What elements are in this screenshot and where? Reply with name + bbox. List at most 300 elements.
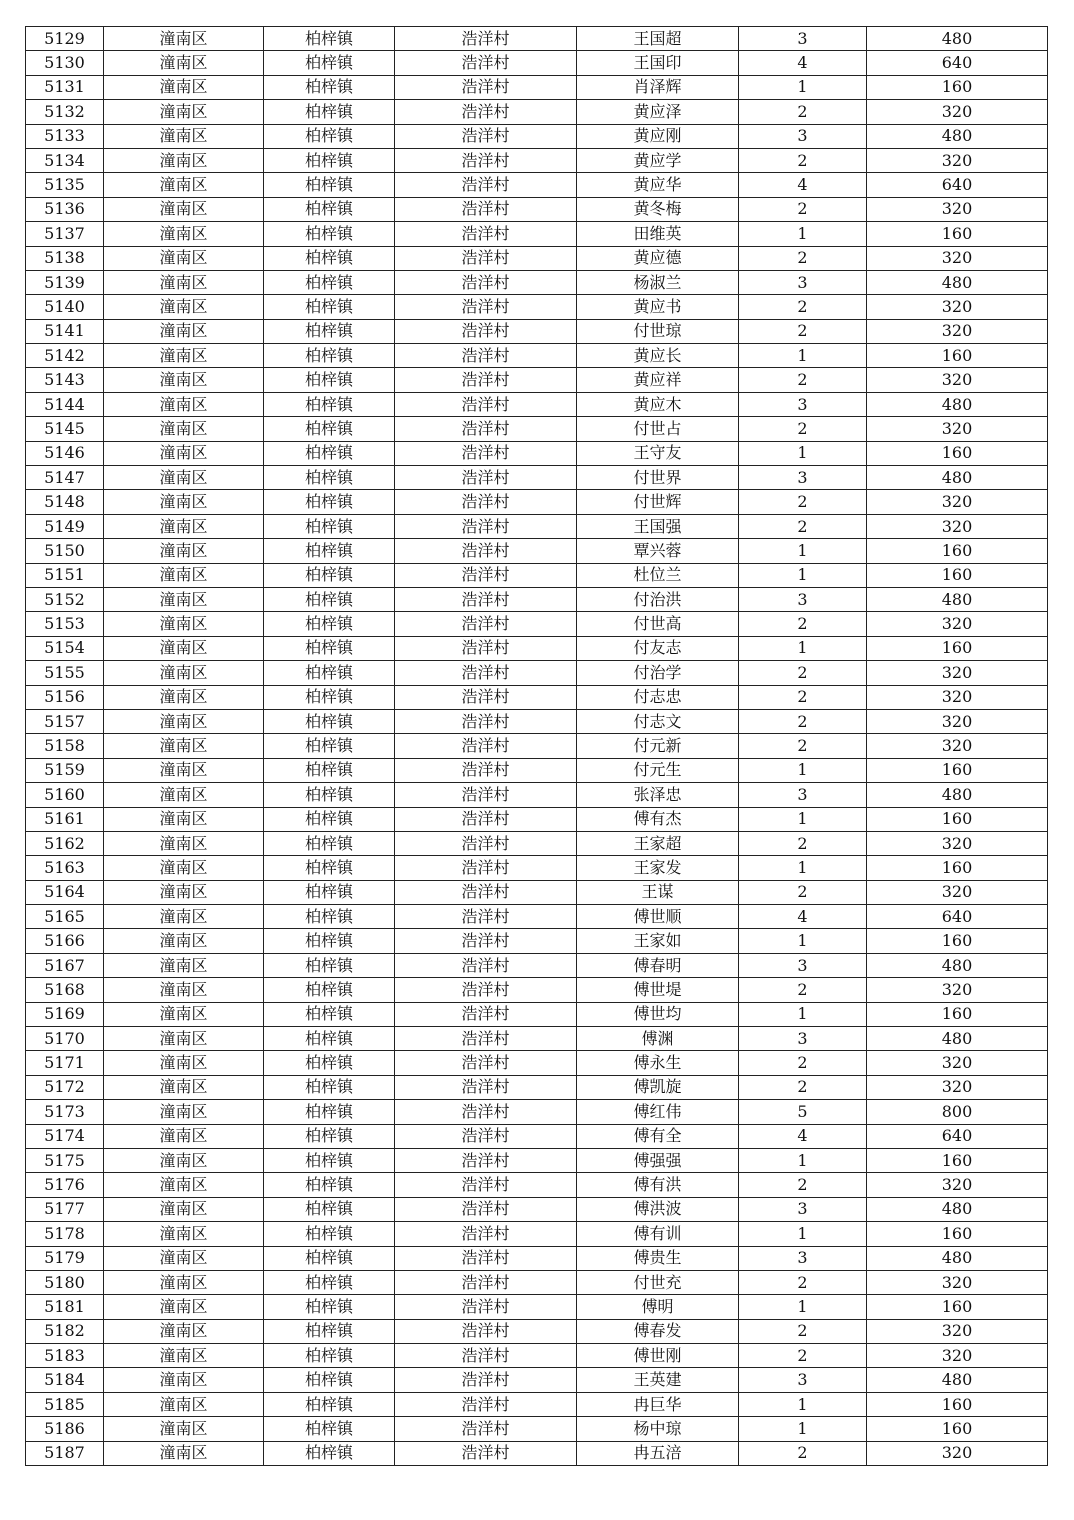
district-cell: 潼南区: [104, 880, 264, 904]
district-cell: 潼南区: [104, 197, 264, 221]
name-cell: 黄应祥: [577, 368, 739, 392]
table-row: [26, 685, 1048, 709]
table-row: [26, 1100, 1048, 1124]
town-cell: 柏梓镇: [264, 392, 395, 416]
row-number-cell: 5153: [26, 612, 104, 636]
household-size-cell: 2: [739, 685, 867, 709]
district-cell: 潼南区: [104, 929, 264, 953]
name-cell: 傅春明: [577, 953, 739, 977]
village-cell: 浩洋村: [395, 1270, 577, 1294]
name-cell: 杨淑兰: [577, 270, 739, 294]
name-cell: 傅世顺: [577, 905, 739, 929]
name-cell: 傅世刚: [577, 1344, 739, 1368]
village-cell: 浩洋村: [395, 1344, 577, 1368]
district-cell: 潼南区: [104, 1197, 264, 1221]
row-number-cell: 5148: [26, 490, 104, 514]
table-row: [26, 173, 1048, 197]
amount-cell: 320: [867, 685, 1048, 709]
table-row: [26, 1148, 1048, 1172]
town-cell: 柏梓镇: [264, 636, 395, 660]
household-size-cell: 1: [739, 1222, 867, 1246]
village-cell: 浩洋村: [395, 27, 577, 51]
table-row: [26, 587, 1048, 611]
district-cell: 潼南区: [104, 417, 264, 441]
table-row: [26, 856, 1048, 880]
village-cell: 浩洋村: [395, 807, 577, 831]
district-cell: 潼南区: [104, 270, 264, 294]
town-cell: 柏梓镇: [264, 807, 395, 831]
name-cell: 王家如: [577, 929, 739, 953]
district-cell: 潼南区: [104, 246, 264, 270]
row-number-cell: 5147: [26, 466, 104, 490]
amount-cell: 640: [867, 1124, 1048, 1148]
name-cell: 付元生: [577, 758, 739, 782]
name-cell: 张泽忠: [577, 783, 739, 807]
town-cell: 柏梓镇: [264, 197, 395, 221]
name-cell: 付世充: [577, 1270, 739, 1294]
village-cell: 浩洋村: [395, 1124, 577, 1148]
row-number-cell: 5164: [26, 880, 104, 904]
amount-cell: 160: [867, 563, 1048, 587]
name-cell: 黄冬梅: [577, 197, 739, 221]
row-number-cell: 5168: [26, 978, 104, 1002]
name-cell: 黄应学: [577, 148, 739, 172]
amount-cell: 640: [867, 905, 1048, 929]
village-cell: 浩洋村: [395, 466, 577, 490]
row-number-cell: 5134: [26, 148, 104, 172]
amount-cell: 160: [867, 222, 1048, 246]
table-row: [26, 246, 1048, 270]
table-row: [26, 636, 1048, 660]
row-number-cell: 5187: [26, 1441, 104, 1465]
district-cell: 潼南区: [104, 539, 264, 563]
village-cell: 浩洋村: [395, 344, 577, 368]
name-cell: 黄应书: [577, 295, 739, 319]
district-cell: 潼南区: [104, 831, 264, 855]
name-cell: 王英建: [577, 1368, 739, 1392]
district-cell: 潼南区: [104, 392, 264, 416]
town-cell: 柏梓镇: [264, 734, 395, 758]
name-cell: 王家超: [577, 831, 739, 855]
town-cell: 柏梓镇: [264, 661, 395, 685]
amount-cell: 320: [867, 319, 1048, 343]
name-cell: 肖泽辉: [577, 75, 739, 99]
household-size-cell: 1: [739, 1417, 867, 1441]
household-size-cell: 4: [739, 905, 867, 929]
town-cell: 柏梓镇: [264, 929, 395, 953]
name-cell: 覃兴蓉: [577, 539, 739, 563]
table-row: [26, 1441, 1048, 1465]
district-cell: 潼南区: [104, 490, 264, 514]
town-cell: 柏梓镇: [264, 441, 395, 465]
amount-cell: 160: [867, 1295, 1048, 1319]
district-cell: 潼南区: [104, 905, 264, 929]
village-cell: 浩洋村: [395, 222, 577, 246]
district-cell: 潼南区: [104, 1173, 264, 1197]
district-cell: 潼南区: [104, 1368, 264, 1392]
village-cell: 浩洋村: [395, 1319, 577, 1343]
amount-cell: 320: [867, 490, 1048, 514]
table-row: [26, 1197, 1048, 1221]
amount-cell: 320: [867, 514, 1048, 538]
household-size-cell: 1: [739, 636, 867, 660]
row-number-cell: 5174: [26, 1124, 104, 1148]
town-cell: 柏梓镇: [264, 1344, 395, 1368]
amount-cell: 320: [867, 197, 1048, 221]
town-cell: 柏梓镇: [264, 1417, 395, 1441]
amount-cell: 320: [867, 1270, 1048, 1294]
district-cell: 潼南区: [104, 368, 264, 392]
village-cell: 浩洋村: [395, 173, 577, 197]
row-number-cell: 5139: [26, 270, 104, 294]
village-cell: 浩洋村: [395, 417, 577, 441]
town-cell: 柏梓镇: [264, 466, 395, 490]
household-size-cell: 2: [739, 734, 867, 758]
district-cell: 潼南区: [104, 978, 264, 1002]
village-cell: 浩洋村: [395, 1075, 577, 1099]
amount-cell: 320: [867, 709, 1048, 733]
amount-cell: 160: [867, 1148, 1048, 1172]
amount-cell: 480: [867, 587, 1048, 611]
row-number-cell: 5156: [26, 685, 104, 709]
household-size-cell: 2: [739, 612, 867, 636]
town-cell: 柏梓镇: [264, 685, 395, 709]
district-cell: 潼南区: [104, 1222, 264, 1246]
table-row: [26, 1270, 1048, 1294]
amount-cell: 160: [867, 929, 1048, 953]
district-cell: 潼南区: [104, 807, 264, 831]
district-cell: 潼南区: [104, 100, 264, 124]
district-cell: 潼南区: [104, 636, 264, 660]
row-number-cell: 5140: [26, 295, 104, 319]
table-row: [26, 295, 1048, 319]
name-cell: 付治洪: [577, 587, 739, 611]
town-cell: 柏梓镇: [264, 1051, 395, 1075]
village-cell: 浩洋村: [395, 978, 577, 1002]
row-number-cell: 5155: [26, 661, 104, 685]
village-cell: 浩洋村: [395, 1051, 577, 1075]
amount-cell: 320: [867, 1173, 1048, 1197]
amount-cell: 320: [867, 148, 1048, 172]
table-row: [26, 417, 1048, 441]
town-cell: 柏梓镇: [264, 75, 395, 99]
village-cell: 浩洋村: [395, 1100, 577, 1124]
table-row: [26, 222, 1048, 246]
town-cell: 柏梓镇: [264, 270, 395, 294]
name-cell: 王谋: [577, 880, 739, 904]
table-row: [26, 758, 1048, 782]
amount-cell: 480: [867, 1197, 1048, 1221]
village-cell: 浩洋村: [395, 929, 577, 953]
amount-cell: 320: [867, 417, 1048, 441]
amount-cell: 320: [867, 880, 1048, 904]
amount-cell: 320: [867, 978, 1048, 1002]
village-cell: 浩洋村: [395, 1002, 577, 1026]
household-size-cell: 5: [739, 1100, 867, 1124]
data-table: [25, 26, 1048, 1466]
household-size-cell: 1: [739, 441, 867, 465]
table-row: [26, 539, 1048, 563]
amount-cell: 640: [867, 51, 1048, 75]
row-number-cell: 5171: [26, 1051, 104, 1075]
amount-cell: 160: [867, 539, 1048, 563]
district-cell: 潼南区: [104, 27, 264, 51]
town-cell: 柏梓镇: [264, 51, 395, 75]
village-cell: 浩洋村: [395, 1441, 577, 1465]
village-cell: 浩洋村: [395, 709, 577, 733]
town-cell: 柏梓镇: [264, 368, 395, 392]
household-size-cell: 3: [739, 466, 867, 490]
household-size-cell: 2: [739, 661, 867, 685]
name-cell: 付志文: [577, 709, 739, 733]
district-cell: 潼南区: [104, 953, 264, 977]
household-size-cell: 2: [739, 1173, 867, 1197]
amount-cell: 320: [867, 1075, 1048, 1099]
table-row: [26, 807, 1048, 831]
district-cell: 潼南区: [104, 1124, 264, 1148]
table-row: [26, 100, 1048, 124]
district-cell: 潼南区: [104, 758, 264, 782]
household-size-cell: 1: [739, 75, 867, 99]
town-cell: 柏梓镇: [264, 587, 395, 611]
district-cell: 潼南区: [104, 685, 264, 709]
village-cell: 浩洋村: [395, 1295, 577, 1319]
name-cell: 王守友: [577, 441, 739, 465]
district-cell: 潼南区: [104, 1392, 264, 1416]
name-cell: 付友志: [577, 636, 739, 660]
name-cell: 傅渊: [577, 1027, 739, 1051]
village-cell: 浩洋村: [395, 539, 577, 563]
village-cell: 浩洋村: [395, 124, 577, 148]
name-cell: 傅永生: [577, 1051, 739, 1075]
village-cell: 浩洋村: [395, 319, 577, 343]
row-number-cell: 5144: [26, 392, 104, 416]
district-cell: 潼南区: [104, 1344, 264, 1368]
district-cell: 潼南区: [104, 344, 264, 368]
household-size-cell: 2: [739, 490, 867, 514]
name-cell: 傅有杰: [577, 807, 739, 831]
household-size-cell: 2: [739, 514, 867, 538]
amount-cell: 480: [867, 1027, 1048, 1051]
household-size-cell: 3: [739, 27, 867, 51]
village-cell: 浩洋村: [395, 953, 577, 977]
town-cell: 柏梓镇: [264, 1246, 395, 1270]
amount-cell: 480: [867, 1246, 1048, 1270]
amount-cell: 320: [867, 1344, 1048, 1368]
district-cell: 潼南区: [104, 563, 264, 587]
household-size-cell: 2: [739, 100, 867, 124]
village-cell: 浩洋村: [395, 270, 577, 294]
household-size-cell: 1: [739, 856, 867, 880]
name-cell: 付世琼: [577, 319, 739, 343]
district-cell: 潼南区: [104, 1027, 264, 1051]
amount-cell: 320: [867, 612, 1048, 636]
table-row: [26, 344, 1048, 368]
town-cell: 柏梓镇: [264, 173, 395, 197]
household-size-cell: 2: [739, 1270, 867, 1294]
town-cell: 柏梓镇: [264, 856, 395, 880]
household-size-cell: 1: [739, 1002, 867, 1026]
amount-cell: 480: [867, 1368, 1048, 1392]
town-cell: 柏梓镇: [264, 1270, 395, 1294]
district-cell: 潼南区: [104, 1417, 264, 1441]
table-row: [26, 27, 1048, 51]
row-number-cell: 5145: [26, 417, 104, 441]
town-cell: 柏梓镇: [264, 417, 395, 441]
row-number-cell: 5154: [26, 636, 104, 660]
amount-cell: 320: [867, 831, 1048, 855]
table-row: [26, 466, 1048, 490]
town-cell: 柏梓镇: [264, 514, 395, 538]
row-number-cell: 5167: [26, 953, 104, 977]
table-row: [26, 490, 1048, 514]
village-cell: 浩洋村: [395, 392, 577, 416]
household-size-cell: 3: [739, 1368, 867, 1392]
household-size-cell: 2: [739, 295, 867, 319]
table-row: [26, 905, 1048, 929]
row-number-cell: 5159: [26, 758, 104, 782]
village-cell: 浩洋村: [395, 1197, 577, 1221]
village-cell: 浩洋村: [395, 514, 577, 538]
amount-cell: 160: [867, 636, 1048, 660]
row-number-cell: 5169: [26, 1002, 104, 1026]
amount-cell: 480: [867, 466, 1048, 490]
village-cell: 浩洋村: [395, 1246, 577, 1270]
district-cell: 潼南区: [104, 734, 264, 758]
name-cell: 付世占: [577, 417, 739, 441]
district-cell: 潼南区: [104, 51, 264, 75]
household-size-cell: 2: [739, 1441, 867, 1465]
household-size-cell: 2: [739, 417, 867, 441]
household-size-cell: 3: [739, 270, 867, 294]
amount-cell: 320: [867, 295, 1048, 319]
row-number-cell: 5184: [26, 1368, 104, 1392]
town-cell: 柏梓镇: [264, 344, 395, 368]
row-number-cell: 5135: [26, 173, 104, 197]
village-cell: 浩洋村: [395, 783, 577, 807]
row-number-cell: 5179: [26, 1246, 104, 1270]
table-row: [26, 75, 1048, 99]
amount-cell: 160: [867, 1417, 1048, 1441]
village-cell: 浩洋村: [395, 295, 577, 319]
table-row: [26, 441, 1048, 465]
household-size-cell: 2: [739, 319, 867, 343]
table-row: [26, 319, 1048, 343]
village-cell: 浩洋村: [395, 368, 577, 392]
row-number-cell: 5173: [26, 1100, 104, 1124]
district-cell: 潼南区: [104, 1319, 264, 1343]
name-cell: 傅强强: [577, 1148, 739, 1172]
name-cell: 傅红伟: [577, 1100, 739, 1124]
row-number-cell: 5162: [26, 831, 104, 855]
table-row: [26, 1319, 1048, 1343]
household-size-cell: 3: [739, 124, 867, 148]
town-cell: 柏梓镇: [264, 783, 395, 807]
table-row: [26, 392, 1048, 416]
name-cell: 黄应华: [577, 173, 739, 197]
village-cell: 浩洋村: [395, 856, 577, 880]
town-cell: 柏梓镇: [264, 1148, 395, 1172]
table-row: [26, 1392, 1048, 1416]
table-row: [26, 978, 1048, 1002]
amount-cell: 160: [867, 1002, 1048, 1026]
village-cell: 浩洋村: [395, 490, 577, 514]
row-number-cell: 5131: [26, 75, 104, 99]
name-cell: 傅有洪: [577, 1173, 739, 1197]
household-size-cell: 2: [739, 1319, 867, 1343]
town-cell: 柏梓镇: [264, 490, 395, 514]
row-number-cell: 5152: [26, 587, 104, 611]
table-row: [26, 197, 1048, 221]
name-cell: 王国印: [577, 51, 739, 75]
table-row: [26, 831, 1048, 855]
table-row: [26, 953, 1048, 977]
town-cell: 柏梓镇: [264, 1222, 395, 1246]
amount-cell: 320: [867, 734, 1048, 758]
row-number-cell: 5157: [26, 709, 104, 733]
row-number-cell: 5183: [26, 1344, 104, 1368]
row-number-cell: 5133: [26, 124, 104, 148]
town-cell: 柏梓镇: [264, 1002, 395, 1026]
table-row: [26, 270, 1048, 294]
amount-cell: 320: [867, 661, 1048, 685]
district-cell: 潼南区: [104, 1148, 264, 1172]
name-cell: 傅洪波: [577, 1197, 739, 1221]
village-cell: 浩洋村: [395, 51, 577, 75]
table-row: [26, 148, 1048, 172]
name-cell: 付世辉: [577, 490, 739, 514]
row-number-cell: 5178: [26, 1222, 104, 1246]
row-number-cell: 5175: [26, 1148, 104, 1172]
town-cell: 柏梓镇: [264, 100, 395, 124]
amount-cell: 160: [867, 807, 1048, 831]
table-row: [26, 124, 1048, 148]
table-row: [26, 1246, 1048, 1270]
household-size-cell: 3: [739, 1027, 867, 1051]
name-cell: 付世高: [577, 612, 739, 636]
amount-cell: 320: [867, 1441, 1048, 1465]
row-number-cell: 5151: [26, 563, 104, 587]
amount-cell: 480: [867, 953, 1048, 977]
amount-cell: 480: [867, 392, 1048, 416]
row-number-cell: 5161: [26, 807, 104, 831]
row-number-cell: 5158: [26, 734, 104, 758]
row-number-cell: 5129: [26, 27, 104, 51]
household-size-cell: 2: [739, 978, 867, 1002]
town-cell: 柏梓镇: [264, 124, 395, 148]
name-cell: 黄应泽: [577, 100, 739, 124]
table-row: [26, 1051, 1048, 1075]
district-cell: 潼南区: [104, 173, 264, 197]
town-cell: 柏梓镇: [264, 978, 395, 1002]
row-number-cell: 5137: [26, 222, 104, 246]
household-size-cell: 4: [739, 51, 867, 75]
table-row: [26, 514, 1048, 538]
household-size-cell: 1: [739, 758, 867, 782]
household-size-cell: 2: [739, 148, 867, 172]
table-row: [26, 709, 1048, 733]
row-number-cell: 5160: [26, 783, 104, 807]
household-size-cell: 4: [739, 1124, 867, 1148]
amount-cell: 800: [867, 1100, 1048, 1124]
table-row: [26, 880, 1048, 904]
name-cell: 冉巨华: [577, 1392, 739, 1416]
town-cell: 柏梓镇: [264, 246, 395, 270]
town-cell: 柏梓镇: [264, 1197, 395, 1221]
town-cell: 柏梓镇: [264, 1319, 395, 1343]
town-cell: 柏梓镇: [264, 222, 395, 246]
village-cell: 浩洋村: [395, 1417, 577, 1441]
